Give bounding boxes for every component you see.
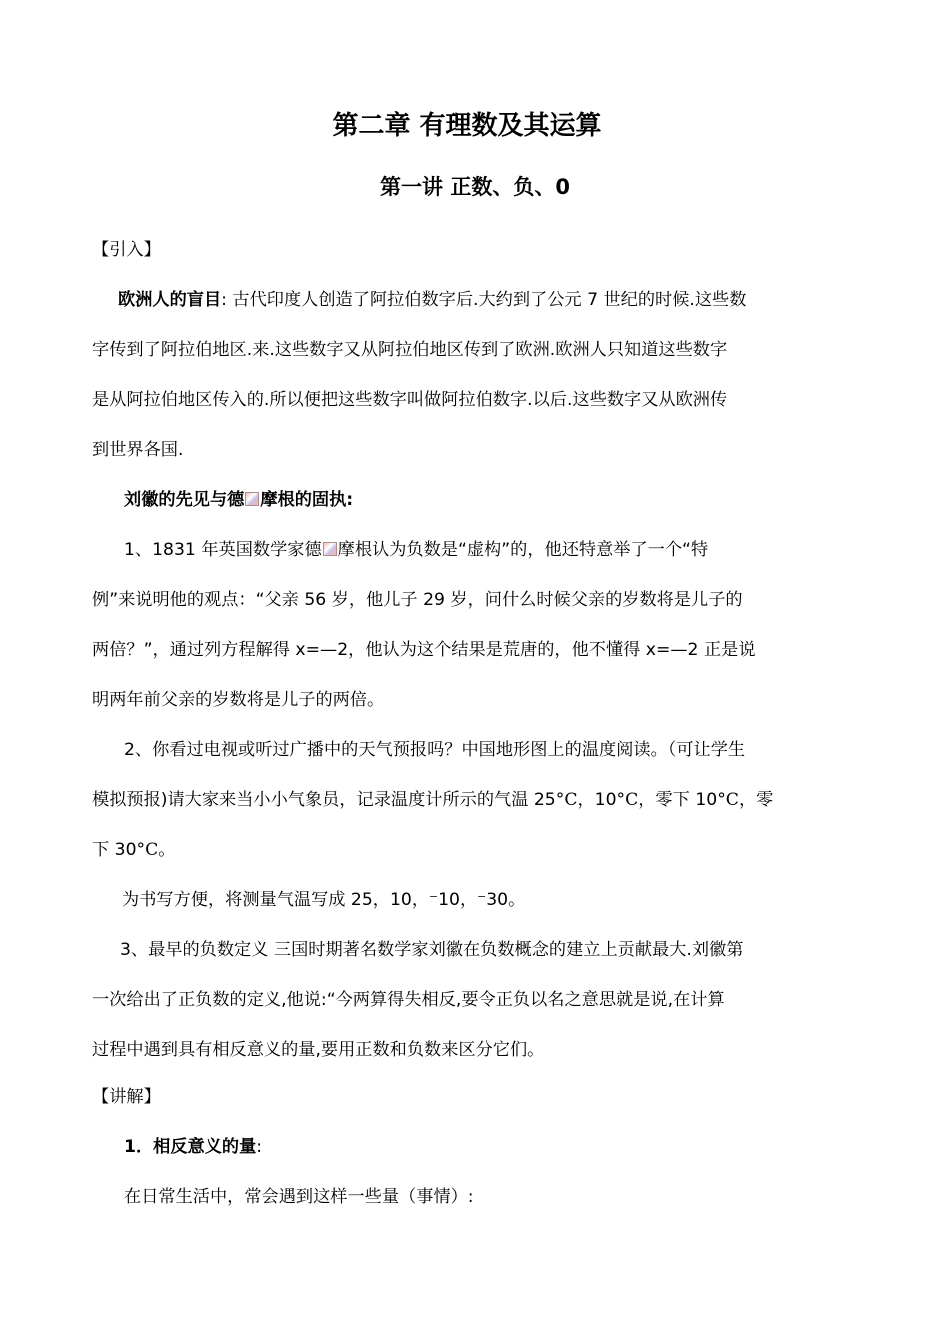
item1-line-3: 两倍？”，通过列方程解得 x=—2，他认为这个结果是荒唐的，他不懂得 x=—2 正是说 (92, 640, 756, 660)
item3-line-2: 一次给出了正负数的定义,他说:“今两算得失相反,要令正负以名之意思就是说,在计算 (92, 990, 725, 1010)
section1-heading (124, 1134, 262, 1160)
item1-line-4: 明两年前父亲的岁数将是儿子的两倍。 (92, 690, 385, 710)
para-europe-line-4: 到世界各国. (92, 440, 184, 460)
intro-header: 【引入】 (92, 240, 161, 260)
item2-line-3 (92, 837, 175, 863)
item1-line-1 (124, 537, 708, 563)
para-europe-line-2: 字传到了阿拉伯地区.来.这些数字又从阿拉伯地区传到了欧洲.欧洲人只知道这些数字 (92, 340, 728, 360)
para-europe-lead: 欧洲人的盲目 (118, 290, 222, 310)
degree-unit: °C (555, 790, 578, 810)
heading-liuhui-part2: 摩根的固执: (260, 490, 354, 510)
item3-line-1: 3、最早的负数定义 三国时期著名数学家刘徽在负数概念的建立上贡献最大.刘徽第 (120, 940, 744, 960)
item2-line-2 (92, 787, 773, 813)
item2-line-1: 2、你看过电视或听过广播中的天气预报吗？中国地形图上的温度阅读。（可让学生 (124, 740, 746, 760)
section1-label: 1．相反意义的量 (124, 1137, 257, 1157)
item2-text-2d: ，零 (738, 790, 774, 810)
para-europe-text-1: : 古代印度人创造了阿拉伯数字后.大约到了公元 7 世纪的时候.这些数 (221, 290, 747, 310)
item2-text-2b: ，10 (577, 790, 617, 810)
item1-text-1a: 1、1831 年英国数学家德 (124, 540, 322, 560)
heading-liuhui (124, 487, 353, 513)
explain-header: 【讲解】 (92, 1087, 161, 1107)
para-europe-line-3: 是从阿拉伯地区传入的.所以便把这些数字叫做阿拉伯数字.以后.这些数字又从欧洲传 (92, 390, 728, 410)
lecture-title: 第一讲 正数、负、0 (380, 175, 570, 199)
item2-text-3a: 下 30 (92, 840, 137, 860)
section1-colon: : (256, 1137, 263, 1157)
degree-unit: °C (136, 840, 159, 860)
para-europe-line-1 (118, 287, 746, 313)
missing-glyph-icon (245, 492, 259, 506)
chapter-title: 第二章 有理数及其运算 (332, 111, 602, 141)
degree-unit: °C (717, 790, 739, 810)
note-line: 为书写方便，将测量气温写成 25，10，⁻10，⁻30。 (122, 890, 526, 910)
heading-liuhui-part1: 刘徽的先见与德 (124, 490, 245, 510)
item2-text-3b: 。 (158, 840, 176, 860)
item1-text-1b: 摩根认为负数是“虚构”的，他还特意举了一个“特 (337, 540, 709, 560)
missing-glyph-icon (323, 542, 337, 556)
daily-line: 在日常生活中，常会遇到这样一些量（事情）: (124, 1187, 474, 1207)
item2-text-2c: ，零下 10 (638, 790, 718, 810)
degree-unit: °C (616, 790, 639, 810)
item2-text-2a: 模拟预报)请大家来当小小气象员，记录温度计所示的气温 25 (92, 790, 556, 810)
item3-line-3: 过程中遇到具有相反意义的量,要用正数和负数来区分它们。 (92, 1040, 545, 1060)
item1-line-2: 例”来说明他的观点：“父亲 56 岁，他儿子 29 岁，问什么时候父亲的岁数将是儿子的 (92, 590, 743, 610)
